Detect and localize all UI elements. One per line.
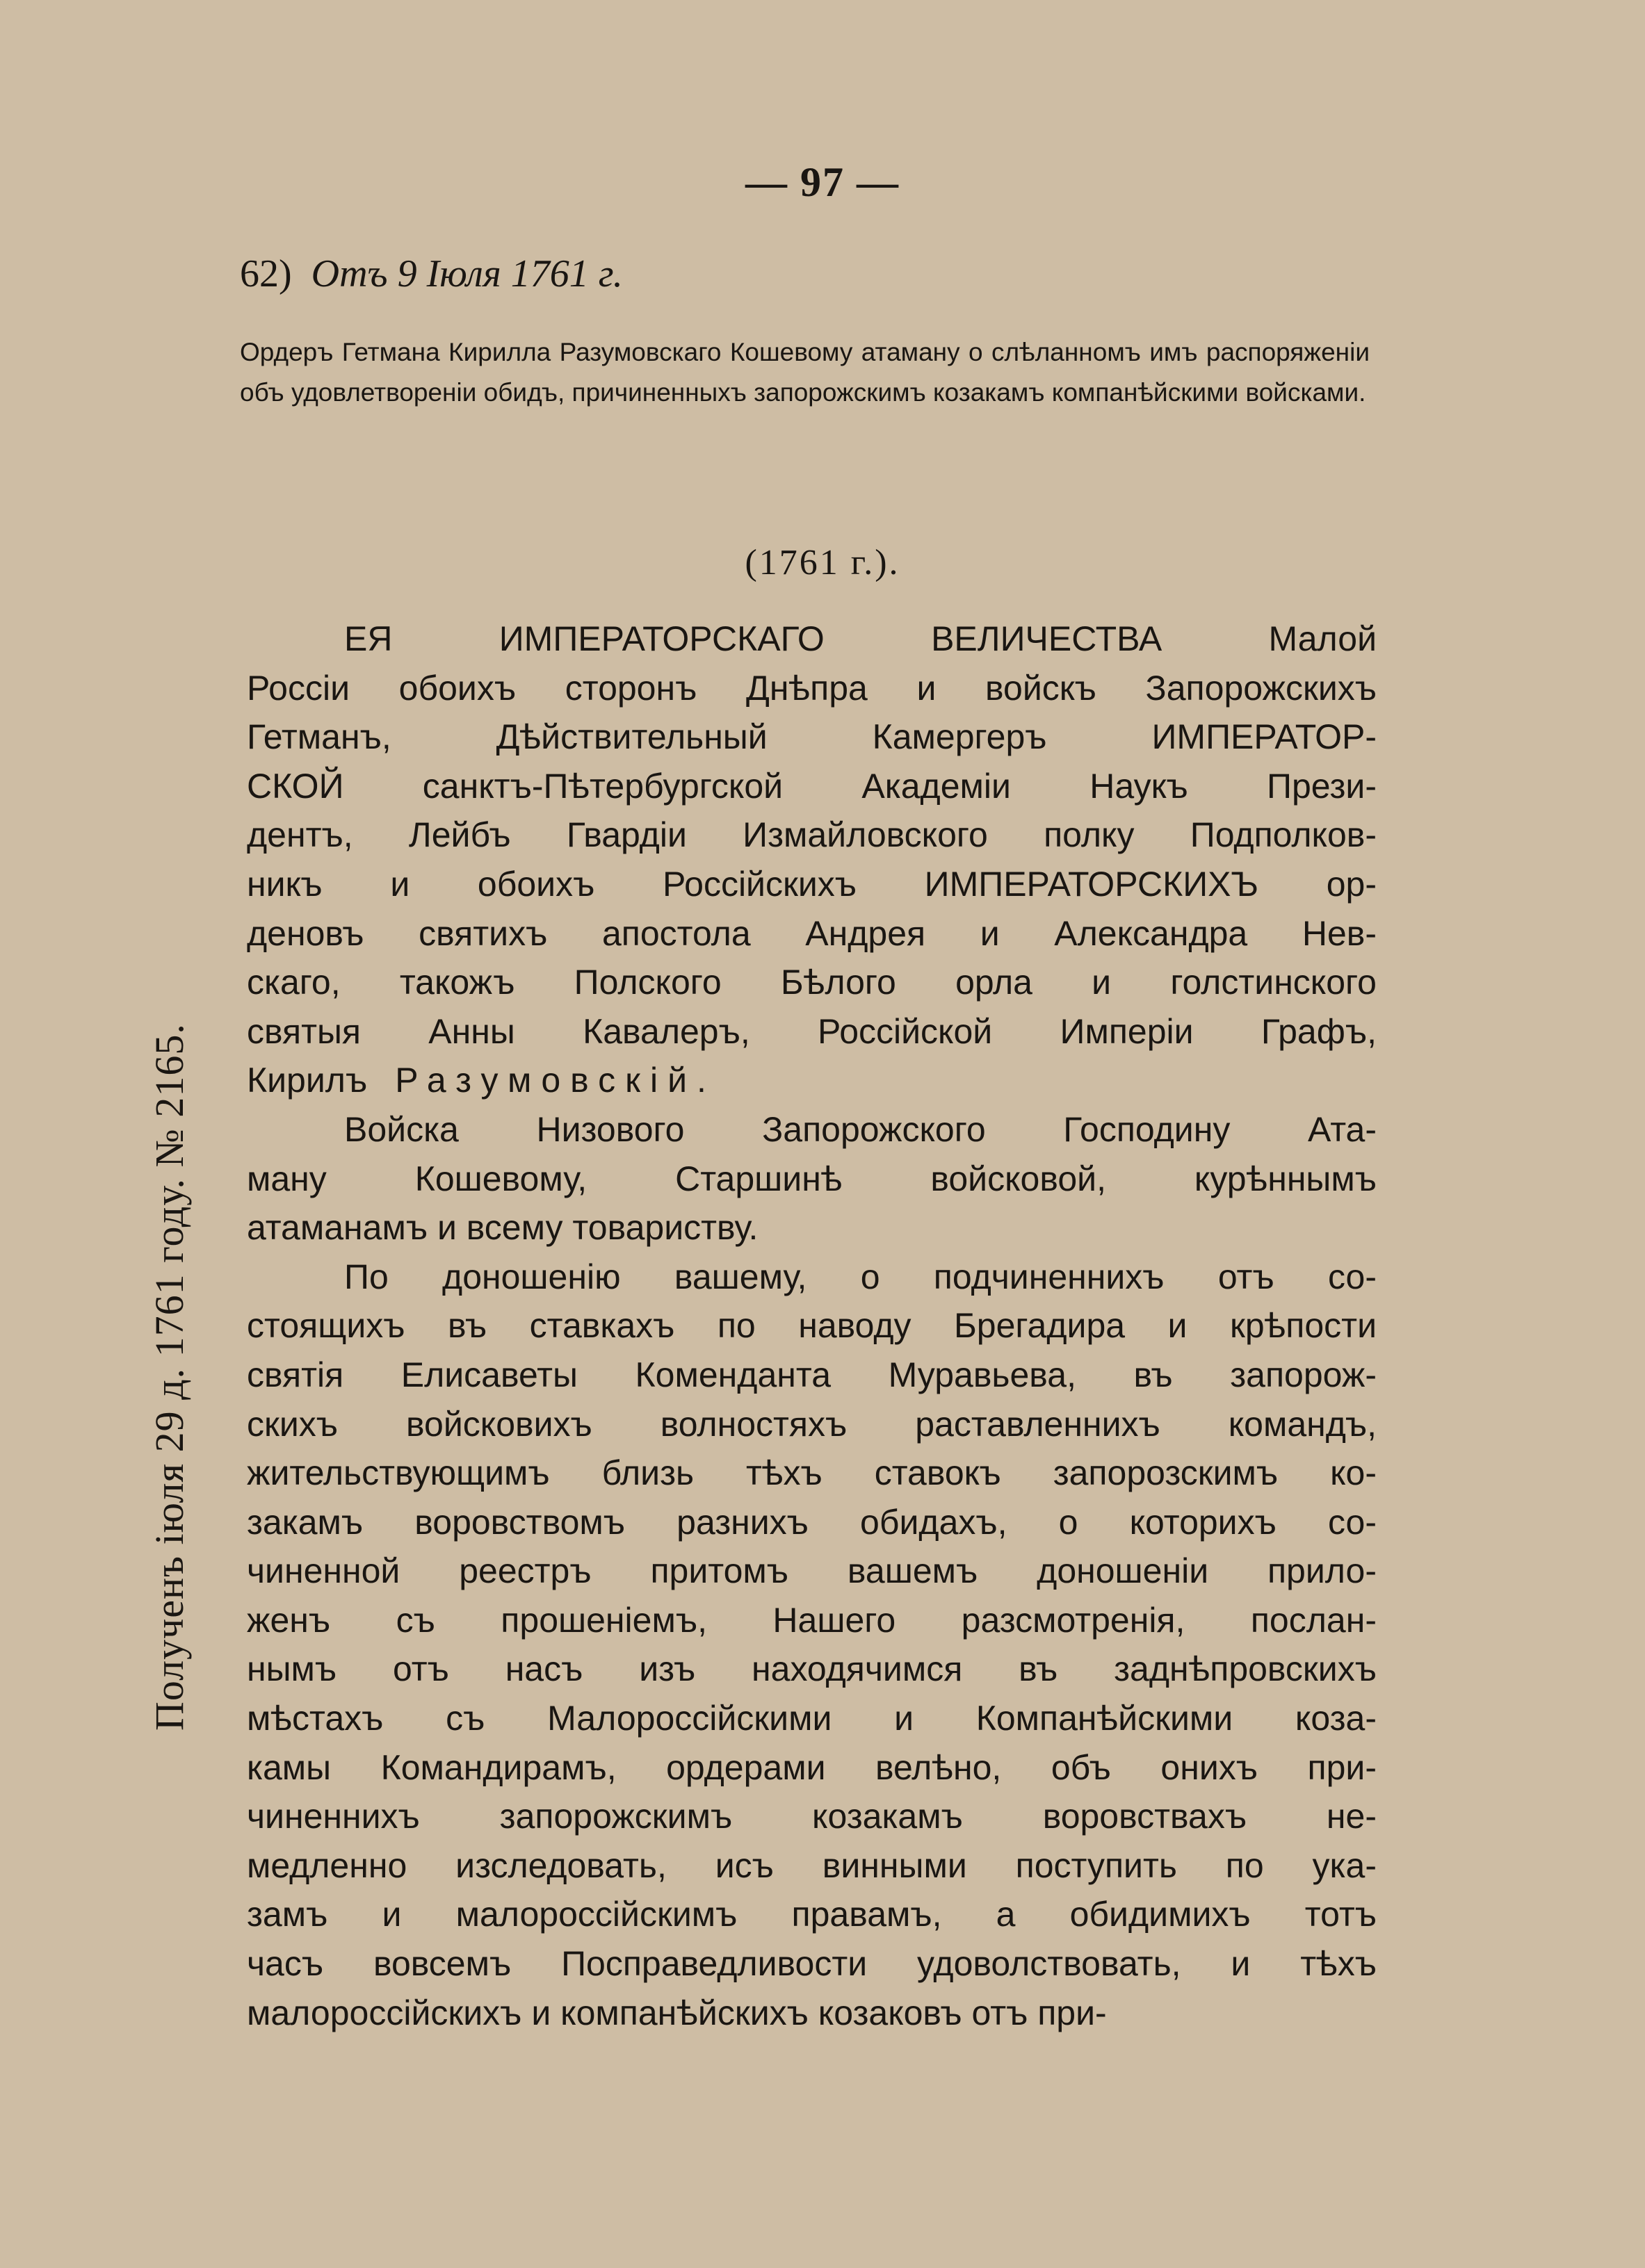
body-line [247,712,1377,762]
body-line [247,1007,1377,1057]
body-line [247,1694,1377,1743]
body-line-text: Кирилъ [247,1061,368,1100]
body-line-text: Гетманъ, Дѣйствительный Камергеръ ИМПЕРАТОР- [247,717,1377,757]
body-line [247,1203,1377,1253]
page-number: — 97 — [745,159,900,205]
body-line-text: малороссійскихъ и компанѣйскихъ козаковъ отъ при- [247,1993,1107,2032]
body-line-text: медленно изследовать, исъ винными поступить по ука- [247,1845,1377,1885]
body-line [247,860,1377,909]
document-body [247,614,1377,2037]
body-line [247,1841,1377,1891]
body-line-text: дентъ, Лейбъ Гвардіи Измайловского полку Подполков- [247,815,1377,855]
body-line [247,1400,1377,1449]
body-line-text: Россіи обоихъ сторонъ Днѣпра и войскъ Запорожскихъ [247,668,1377,708]
margin-receipt-note: Полученъ іюля 29 д. 1761 году. № 2165. [147,1023,192,1731]
document-date: Отъ 9 Іюля 1761 г. [311,252,623,295]
body-line [247,1351,1377,1400]
body-line-text: женъ съ прошеніемъ, Нашего разсмотренія, послан- [247,1600,1377,1640]
body-line-text: святія Елисаветы Коменданта Муравьева, въ запорож- [247,1355,1377,1394]
body-line-text: Войска Низового Запорожского Господину Ата- [344,1109,1377,1149]
body-line-text: скаго, такожъ Полского Бѣлого орла и голстинского [247,963,1377,1002]
body-line [247,1890,1377,1939]
body-line [247,1105,1377,1155]
body-line-text: скихъ войсковихъ волностяхъ раставленнихъ командъ, [247,1404,1377,1444]
body-line [247,1253,1377,1302]
body-line [247,614,1377,664]
body-line-text: атаманамъ и всему товариству. [247,1208,759,1248]
body-line-text: замъ и малороссійскимъ правамъ, а обидимихъ тотъ [247,1895,1377,1934]
body-line-text: СКОЙ санктъ-Пѣтербургской Академіи Наукъ Прези- [247,766,1377,806]
body-line-text: закамъ воровствомъ разнихъ обидахъ, о которихъ со- [247,1502,1377,1542]
body-line [247,1645,1377,1694]
document-heading [240,252,623,296]
body-line-text: ЕЯ ИМПЕРАТОРСКАГО ВЕЛИЧЕСТВА Малой [344,619,1377,658]
body-line [247,810,1377,860]
document-summary: Ордеръ Гетмана Кирилла Разумовскаго Кошевому атаману о слѣланномъ имъ распоряженіи объ удовлетвореніи обидъ, причиненныхъ запорожскимъ козакамъ компанѣйскими войсками. [240,338,1370,407]
body-line-text: камы Командирамъ, ордерами велѣно, объ онихъ при- [247,1747,1377,1787]
body-line [247,1498,1377,1547]
body-line [247,1449,1377,1498]
body-line-text: По доношенію вашему, о подчиненнихъ отъ со- [344,1257,1377,1296]
body-line-text: ману Кошевому, Старшинѣ войсковой, курѣннымъ [247,1159,1377,1198]
year-line: (1761 г.). [745,543,900,582]
signature-name: Разумовскій. [395,1061,716,1100]
body-line-text: нымъ отъ насъ изъ находячимся въ заднѣпровскихъ [247,1649,1377,1689]
body-line-text: часъ вовсемъ Посправедливости удоволствовать, и тѣхъ [247,1944,1377,1984]
body-line [247,1596,1377,1645]
body-line-text: чиненнихъ запорожскимъ козакамъ воровствахъ не- [247,1797,1377,1836]
body-line [247,1155,1377,1204]
body-line [247,664,1377,713]
body-line [247,1547,1377,1596]
body-line [247,1743,1377,1793]
body-line-text: стоящихъ въ ставкахъ по наводу Брегадира и крѣпости [247,1306,1377,1346]
body-line [247,909,1377,958]
body-line-text: деновъ святихъ апостола Андрея и Александра Нев- [247,913,1377,953]
body-line [247,1792,1377,1841]
body-line [247,1301,1377,1351]
body-line [247,1989,1377,2038]
body-line-text: чиненной реестръ притомъ вашемъ доношеніи прило- [247,1551,1377,1591]
body-line [247,1056,1377,1105]
document-number: 62) [240,252,292,295]
body-line [247,1939,1377,1989]
body-line [247,762,1377,811]
body-line-text: никъ и обоихъ Россійскихъ ИМПЕРАТОРСКИХЪ ор- [247,864,1377,904]
body-line-text: мѣстахъ съ Малороссійскими и Компанѣйскими коза- [247,1699,1377,1738]
body-line-text: жительствующимъ близь тѣхъ ставокъ запорозскимъ ко- [247,1453,1377,1493]
body-line-text: святыя Анны Кавалеръ, Россійской Имперіи Графъ, [247,1011,1377,1051]
body-line [247,958,1377,1007]
